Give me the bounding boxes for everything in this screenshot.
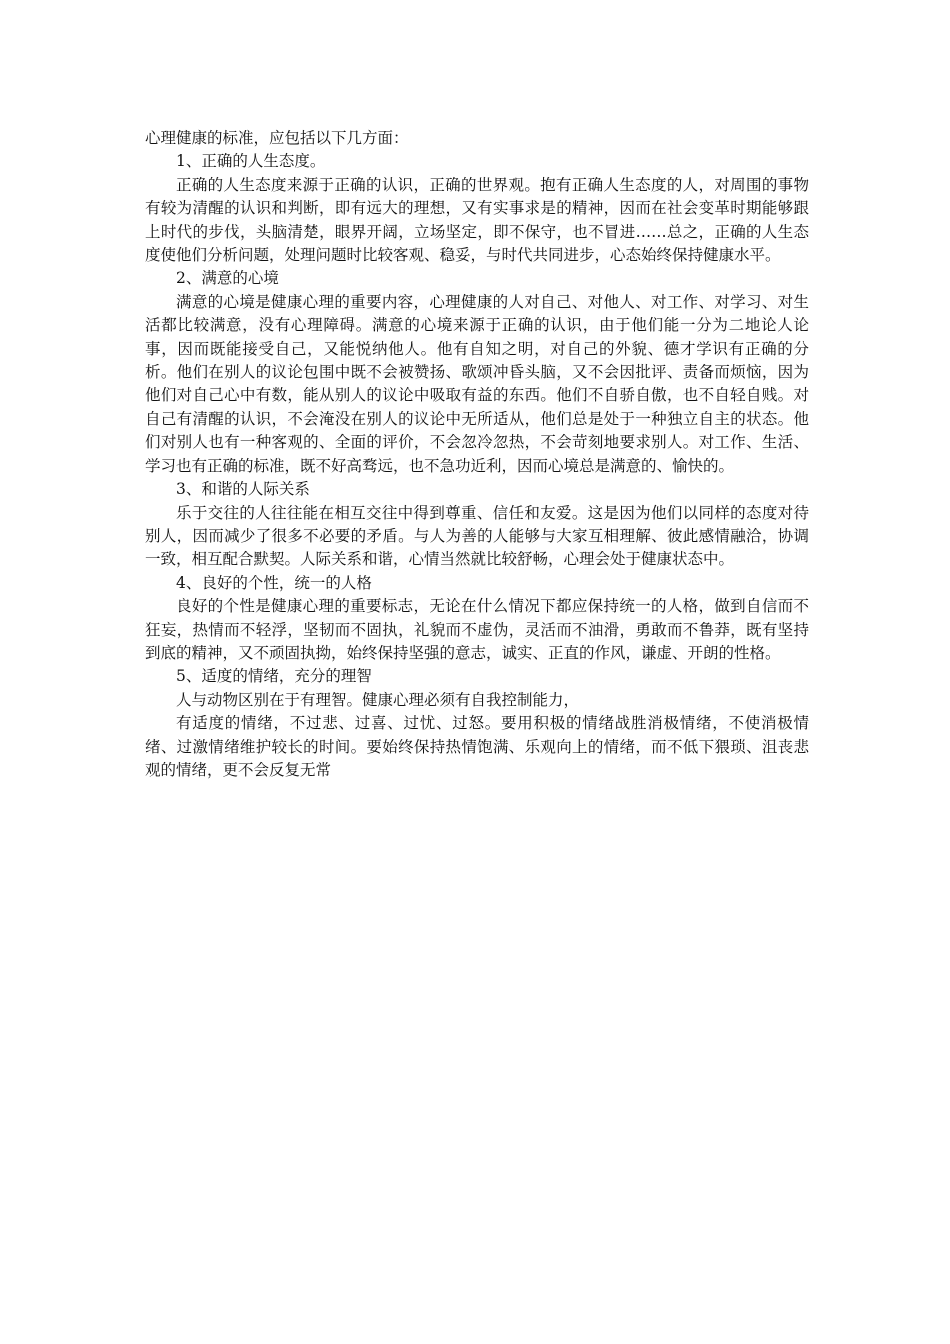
section-paragraph-3: 乐于交往的人往往能在相互交往中得到尊重、信任和友爱。这是因为他们以同样的态度对待别人，因而减少了很多不必要的矛盾。与人为善的人能够与大家互相理解、彼此感情融洽，协调一致，相互配合默契。人际关系和谐，心情当然就比较舒畅，心理会处于健康状态中。 [145,503,809,569]
section-heading-4: 4、良好的个性，统一的人格 [176,573,372,592]
section-heading-1: 1、正确的人生态度。 [176,152,326,171]
section-paragraph-2: 满意的心境是健康心理的重要内容，心理健康的人对自己、对他人、对工作、对学习、对生活都比较满意，没有心理障碍。满意的心境来源于正确的认识，由于他们能一分为二地论人论事，因而既能接受自己，又能悦纳他人。他有自知之明，对自己的外貌、德才学识有正确的分析。他们在别人的议论包围中既不会被赞扬、歌颂冲昏头脑，又不会因批评、责备而烦恼，因为他们对自己心中有数，能从别人的议论中吸取有益的东西。他们不自骄自傲，也不自轻自贱。对自己有清醒的认识，不会淹没在别人的议论中无所适从，他们总是处于一种独立自主的状态。他们对别人也有一种客观的、全面的评价，不会忽冷忽热，不会苛刻地要求别人。对工作、生活、学习也有正确的标准，既不好高骛远，也不急功近利，因而心境总是满意的、愉快的。 [145,292,809,475]
section-paragraph-1: 正确的人生态度来源于正确的认识，正确的世界观。抱有正确人生态度的人，对周围的事物有较为清醒的认识和判断，即有远大的理想，又有实事求是的精神，因而在社会变革时期能够跟上时代的步伐，头脑清楚，眼界开阔，立场坚定，即不保守，也不冒进……总之，正确的人生态度使他们分析问题，处理问题时比较客观、稳妥，与时代共同进步，心态始终保持健康水平。 [145,175,809,265]
section-heading-5: 5、适度的情绪，充分的理智 [176,667,372,686]
section-heading-2: 2、满意的心境 [176,269,279,288]
section-paragraph-5a: 人与动物区别在于有理智。健康心理必须有自我控制能力， [176,690,580,709]
section-heading-3: 3、和谐的人际关系 [176,480,310,499]
section-paragraph-5b: 有适度的情绪，不过悲、过喜、过忧、过怒。要用积极的情绪战胜消极情绪，不使消极情绪、过激情绪维护较长的时间。要始终保持热情饱满、乐观向上的情绪，而不低下猥琐、沮丧悲观的情绪，更不会反复无常 [145,714,809,779]
section-paragraph-4: 良好的个性是健康心理的重要标志，无论在什么情况下都应保持统一的人格，做到自信而不狂妄，热情而不轻浮，坚韧而不固执，礼貌而不虚伪，灵活而不油滑，勇敢而不鲁莽，既有坚持到底的精神，又不顽固执拗，始终保持坚强的意志，诚实、正直的作风，谦虚、开朗的性格。 [145,597,809,662]
intro-line: 心理健康的标准，应包括以下几方面： [145,129,409,147]
document-body [145,127,809,782]
